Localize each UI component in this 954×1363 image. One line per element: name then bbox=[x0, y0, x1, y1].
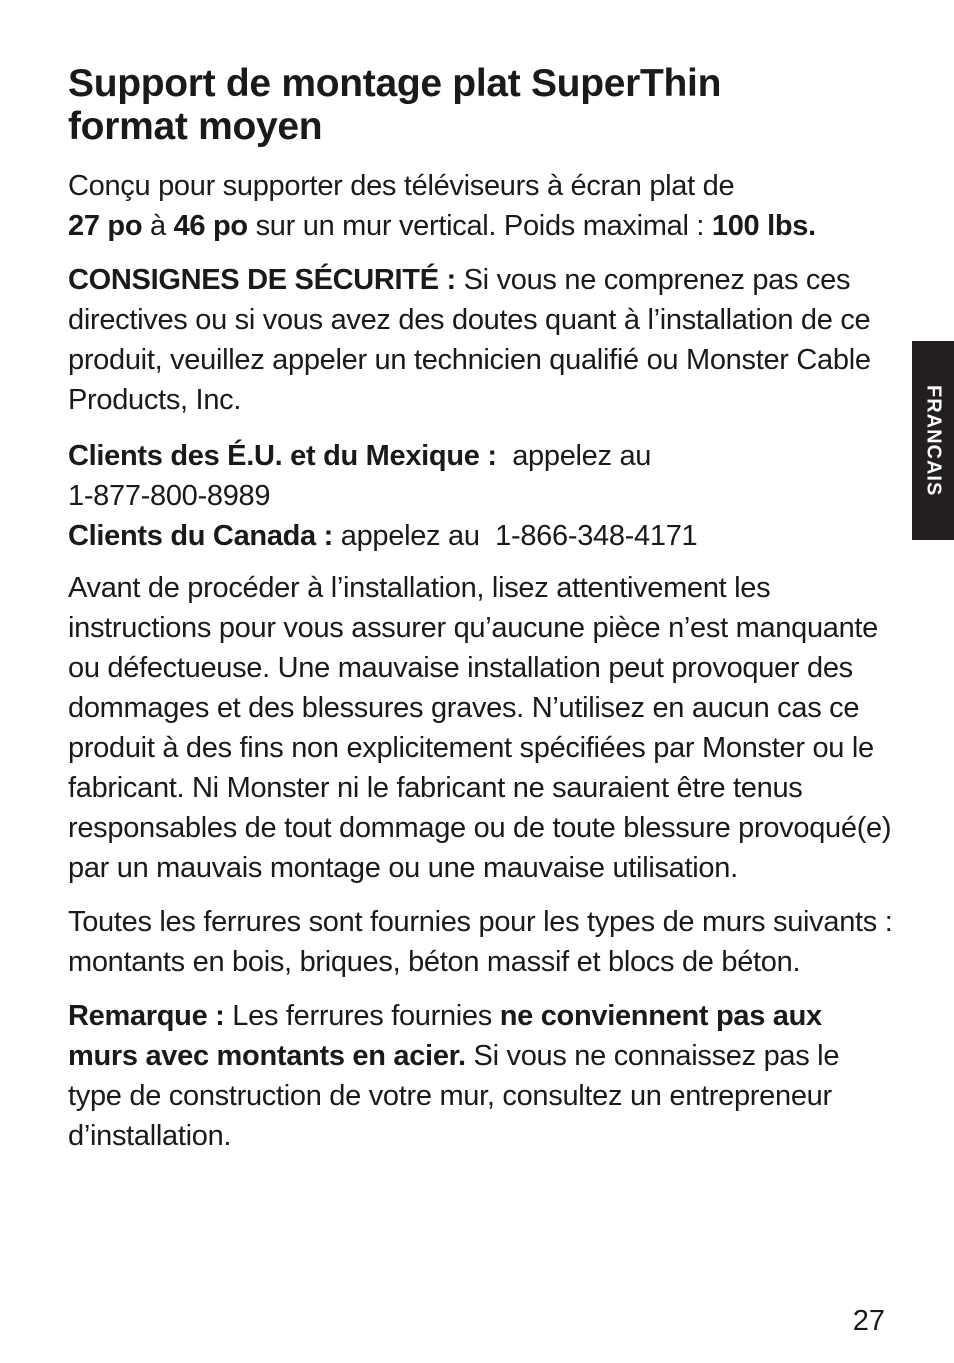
ca-clients-label: Clients du Canada : bbox=[68, 520, 333, 552]
safety-paragraph bbox=[68, 260, 898, 420]
us-clients-label: Clients des É.U. et du Mexique : bbox=[68, 440, 497, 472]
page-content bbox=[68, 62, 898, 1156]
intro-paragraph bbox=[68, 166, 898, 246]
language-tab-label: FRANCAIS bbox=[922, 384, 945, 497]
intro-max-weight: 100 lbs. bbox=[711, 210, 816, 242]
intro-text-2: à bbox=[142, 210, 174, 242]
us-phone: 1-877-800-8989 bbox=[68, 480, 271, 512]
safety-text: Si vous ne comprenez pas ces directives ou si vous avez des doutes quant à l’installation de ce produit, veuillez appeler un technicien qualifié ou Monster Cable Products, Inc. bbox=[68, 264, 871, 416]
intro-min-size: 27 po bbox=[68, 210, 143, 242]
title-line-1: Support de montage plat SuperThin bbox=[68, 62, 722, 105]
note-text-2: Si vous ne connaissez pas le type de construction de votre mur, consultez un entrepreneur d’installation. bbox=[68, 1040, 840, 1152]
intro-max-size: 46 po bbox=[173, 210, 248, 242]
page-title bbox=[68, 62, 898, 148]
us-clients-text: appelez au bbox=[496, 440, 652, 472]
safety-label: CONSIGNES DE SÉCURITÉ : bbox=[68, 264, 456, 296]
note-text-1: Les ferrures fournies bbox=[224, 1000, 500, 1032]
intro-text-3: sur un mur vertical. Poids maximal : bbox=[247, 210, 712, 242]
ca-clients-text: appelez au 1-866-348-4171 bbox=[333, 520, 698, 552]
title-line-2: format moyen bbox=[68, 105, 323, 148]
note-paragraph bbox=[68, 996, 898, 1156]
hardware-paragraph: Toutes les ferrures sont fournies pour les types de murs suivants : montants en bois, briques, béton massif et blocs de béton. bbox=[68, 906, 893, 978]
page-number: 27 bbox=[852, 1305, 885, 1337]
intro-text-1: Conçu pour supporter des téléviseurs à écran plat de bbox=[68, 170, 735, 202]
clients-paragraph bbox=[68, 436, 898, 556]
note-warning: ne conviennent pas aux murs avec montants en acier. bbox=[68, 1000, 822, 1072]
language-tab bbox=[912, 341, 954, 540]
note-label: Remarque : bbox=[68, 1000, 225, 1032]
before-install-paragraph: Avant de procéder à l’installation, lisez attentivement les instructions pour vous assurer qu’aucune pièce n’est manquante ou défectueuse. Une mauvaise installation peut provoquer des dommages et des blessures graves. N’utilisez en aucun cas ce produit à des fins non explicitement spécifiées par Monster ou le fabricant. Ni Monster ni le fabricant ne sauraient être tenus responsables de tout dommage ou de toute blessure provoqué(e) par un mauvais montage ou une mauvaise utilisation. bbox=[68, 572, 892, 884]
